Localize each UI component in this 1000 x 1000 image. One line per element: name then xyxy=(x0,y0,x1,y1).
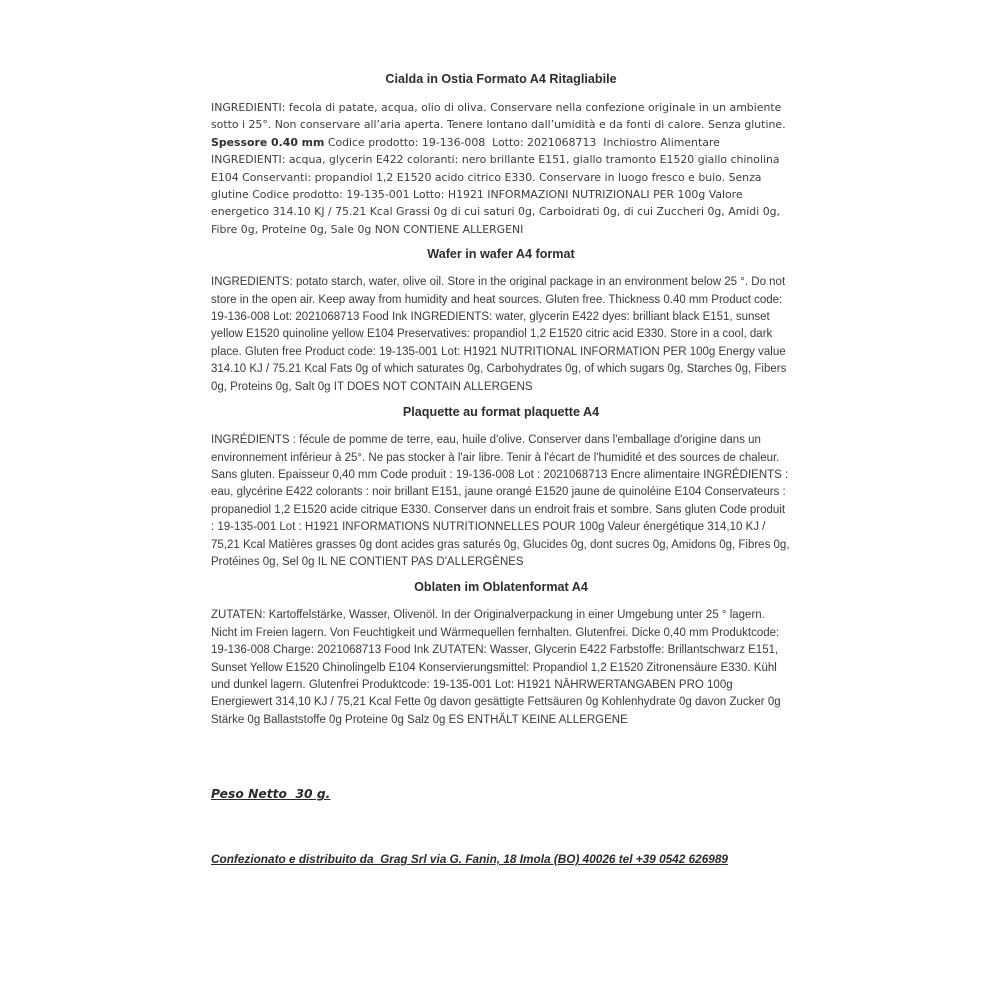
section-french xyxy=(211,405,791,571)
section-heading-english: Wafer in wafer A4 format xyxy=(427,247,575,262)
net-weight-line: Peso Netto 30 g. xyxy=(211,787,331,802)
section-heading-french: Plaquette au format plaquette A4 xyxy=(402,405,600,420)
ingredients-paragraph-english: INGREDIENTS: potato starch, water, olive oil. Store in the original package in an environment below 25 °. Do not store in the open air. Keep away from humidity and heat sources. Gluten free. Thickness 0.40 mm Product code: 19-136-008 Lot: 2021068713 Food Ink INGREDIENTS: water, glycerin E422 dyes: brilliant black E151, sunset yellow E1520 quinoline yellow E104 Preservatives: propandiol 1,2 E1520 citric acid E330. Store in a cool, dark place. Gluten free Product code: 19-135-001 Lot: H1921 NUTRITIONAL INFORMATION PER 100g Energy value 314.10 KJ / 75.21 Kcal Fats 0g of which saturates 0g, Carbohydrates 0g, of which sugars 0g, Starches 0g, Fibers 0g, Proteins 0g, Salt 0g IT DOES NOT CONTAIN ALLERGENS xyxy=(211,276,787,393)
distributor-line: Confezionato e distribuito da Grag Srl via G. Fanin, 18 Imola (BO) 40026 tel +39 0542 626989 xyxy=(211,852,728,867)
ingredients-paragraph-french: INGRÉDIENTS : fécule de pomme de terre, eau, huile d'olive. Conserver dans l'emballage d'origine dans un environnement inférieur à 25°. Ne pas stocker à l'air libre. Tenir à l'écart de l'humidité et des sources de chaleur. Sans gluten. Epaisseur 0,40 mm Code produit : 19-136-008 Lot : 2021068713 Encre alimentaire INGRÉDIENTS : eau, glycérine E422 colorants : noir brillant E151, jaune orangé E1520 jaune de quinoléine E104 Conservateurs : propanediol 1,2 E1520 acide citrique E330. Conserver dans un endroit frais et sombre. Sans gluten Code produit : 19-135-001 Lot : H1921 INFORMATIONS NUTRITIONNELLES POUR 100g Valeur énergétique 314,10 KJ / 75,21 Kcal Matières grasses 0g dont acides gras saturés 0g, Glucides 0g, dont sucres 0g, Amidons 0g, Fibres 0g, Protéines 0g, Sel 0g IL NE CONTIENT PAS D'ALLERGÈNES xyxy=(211,434,790,568)
ingredients-paragraph-german: ZUTATEN: Kartoffelstärke, Wasser, Olivenöl. In der Originalverpackung in einer Umgebung unter 25 ° lagern. Nicht im Freien lagern. Von Feuchtigkeit und Wärmequellen fernhalten. Glutenfrei. Dicke 0,40 mm Produktcode: 19-136-008 Charge: 2021068713 Food Ink ZUTATEN: Wasser, Glycerin E422 Farbstoffe: Brillantschwarz E151, Sunset Yellow E1520 Chinolingelb E104 Konservierungsmittel: Propandiol 1,2 E1520 Zitronensäure E330. Kühl und dunkel lagern. Glutenfrei Produktcode: 19-135-001 Lot: H1921 NÄHRWERTANGABEN PRO 100g Energiewert 314,10 KJ / 75,21 Kcal Fette 0g davon gesättigte Fettsäuren 0g Kohlenhydrate 0g davon Zucker 0g Stärke 0g Ballaststoffe 0g Proteine 0g Salz 0g ES ENTHÄLT KEINE ALLERGENE xyxy=(211,609,781,726)
thickness-bold-text: Spessore 0.40 mm xyxy=(211,135,325,149)
italian-text-end: Codice prodotto: 19-136-008 Lotto: 2021068713 Inchiostro Alimentare INGREDIENTI: acqua, glycerin E422 coloranti: nero brillante E151, giallo tramonto E1520 giallo chinolina E104 Conservanti: propandiol 1,2 E1520 acido citrico E330. Conservare in luogo fresco e buio. Senza glutine Codice prodotto: 19-135-001 Lotto: H1921 INFORMAZIONI NUTRIZIONALI PER 100g Valore energetico 314.10 KJ / 75.21 Kcal Grassi 0g di cui saturi 0g, Carboidrati 0g, di cui Zuccheri 0g, Amidi 0g, Fibre 0g, Proteine 0g, Sale 0g NON CONTIENE ALLERGENI xyxy=(211,135,780,236)
section-italian xyxy=(211,72,791,238)
label-content xyxy=(211,72,791,867)
italian-text-start: INGREDIENTI: fecola di patate, acqua, olio di oliva. Conservare nella confezione originale in un ambiente sotto i 25°. Non conservare all’aria aperta. Tenere lontano dall’umidità e da fonti di calore. Senza glutine. xyxy=(211,101,786,132)
document-title: Cialda in Ostia Formato A4 Ritagliabile xyxy=(385,72,617,86)
section-english xyxy=(211,247,791,396)
section-german xyxy=(211,580,791,729)
ingredients-paragraph-italian xyxy=(211,99,791,238)
section-heading-german: Oblaten im Oblatenformat A4 xyxy=(414,580,588,595)
